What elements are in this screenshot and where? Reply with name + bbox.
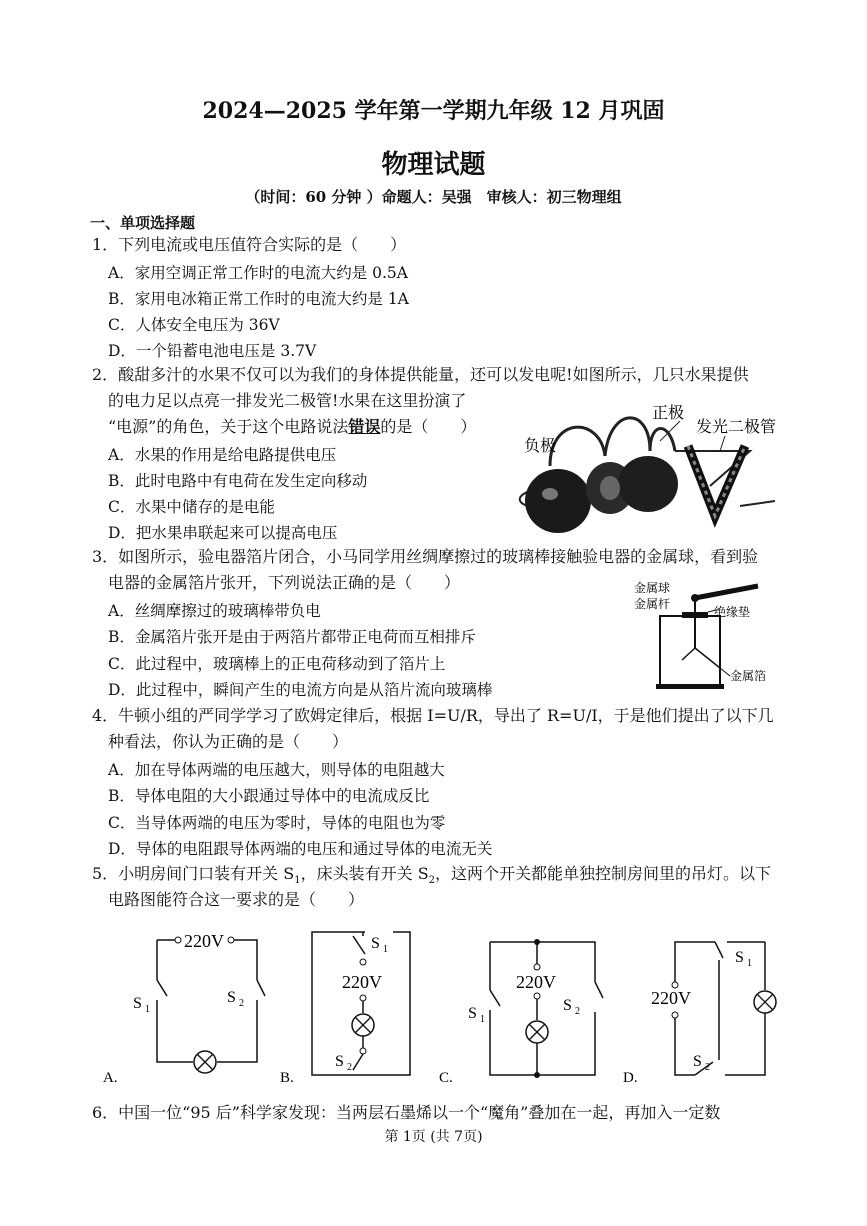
switch-label-a-1: 1 [145,1004,150,1015]
fruit-3 [618,456,678,512]
question-2-line-2: 的电力足以点亮一排发光二极管!水果在这里扮演了 [108,391,467,410]
question-2-option-a: A．水果的作用是给电路提供电压 [108,446,337,464]
switch-label-c-2: 2 [575,1006,580,1017]
question-4-line-1: 4．牛顿小组的严同学学习了欧姆定律后，根据 I=U/R，导出了 R=U/I，于是他们提出了以下几 [92,706,774,725]
switch-label-d-s2: S [693,1053,702,1070]
question-1-stem: 1．下列电流或电压值符合实际的是（ ） [92,235,407,254]
question-2-line-3-post: 的是（ ） [380,417,477,436]
option-label-b: B. [280,1070,294,1086]
s1-subscript: 1 [294,875,301,887]
positive-pole-label: 正极 [652,403,685,422]
switch-label-b-s1: S [371,935,380,952]
fruit-1 [525,469,591,533]
question-2-line-3-pre: “电源”的角色，关于这个电路说法 [108,417,349,436]
metal-foil-label: 金属箔 [730,669,767,683]
insulating-pad [682,612,708,618]
switch-label-d-2: 2 [705,1062,710,1073]
question-4-option-d: D．导体的电阻跟导体两端的电压和通过导体的电流无关 [108,840,493,858]
electroscope-jar [660,616,720,686]
switch-label-d-1: 1 [747,958,752,969]
exam-meta: （时间：60 分钟 ）命题人：吴强 审核人：初三物理组 [245,188,622,206]
voltage-label-a: 220V [184,931,224,951]
electroscope-figure [630,578,780,693]
question-1-option-a: A．家用空调正常工作时的电流大约是 0.5A [108,264,408,282]
negative-pole-label: 负极 [524,436,557,455]
switch-label-a-2: 2 [239,998,244,1009]
question-5-line-1 [92,863,771,892]
led-label: 发光二极管 [696,417,777,436]
question-6-line-1: 6．中国一位“95 后”科学家发现：当两层石墨烯以一个“魔角”叠加在一起，再加入一定数 [92,1103,721,1122]
switch-label-c-s1: S [468,1005,477,1022]
question-3-line-2: 电器的金属箔片张开，下列说法正确的是（ ） [108,573,461,592]
question-3-option-d: D．此过程中，瞬间产生的电流方向是从箔片流向玻璃棒 [108,681,493,699]
circuit-d [623,942,776,1086]
option-label-a: A. [103,1070,118,1086]
page-footer: 第 1页 (共 7页) [384,1129,483,1145]
option-label-d: D. [623,1070,638,1086]
circuit-diagrams [95,920,815,1090]
switch-label-b-s2: S [335,1053,344,1070]
question-3-option-a: A．丝绸摩擦过的玻璃棒带负电 [108,602,321,620]
switch-label-c-1: 1 [480,1014,485,1025]
question-3-option-c: C．此过程中，玻璃棒上的正电荷移动到了箔片上 [108,655,446,673]
question-2-line-3 [108,416,476,438]
subject-title: 物理试题 [381,150,486,180]
question-2-option-c: C．水果中储存的是电能 [108,498,275,516]
question-4-option-b: B．导体电阻的大小跟通过导体中的电流成反比 [108,787,430,805]
switch-label-a-s: S [133,995,142,1012]
question-4-line-2: 种看法，你认为正确的是（ ） [108,732,349,751]
switch-label-a-s2: S [227,989,236,1006]
glass-rod [695,586,758,598]
question-2-line-1: 2．酸甜多汁的水果不仅可以为我们的身体提供能量，还可以发电呢!如图所示，几只水果提供 [92,365,749,384]
circuit-b [280,932,410,1086]
section-heading: 一、单项选择题 [90,214,196,232]
option-label-c: C. [439,1070,453,1086]
question-4-option-a: A．加在导体两端的电压越大，则导体的电阻越大 [108,761,445,779]
question-4-option-c: C．当导体两端的电压为零时，导体的电阻也为零 [108,814,446,832]
switch-label-b-1: 1 [383,944,388,955]
question-5-text-a: 5．小明房间门口装有开关 S [92,864,295,883]
s2-subscript: 2 [428,875,436,887]
switch-label-d-s1: S [735,949,744,966]
question-5-text-b: ，床头装有开关 S [300,864,429,883]
question-1-option-b: B．家用电冰箱正常工作时的电流大约是 1A [108,290,409,308]
metal-rod-label: 金属杆 [634,597,671,611]
switch-label-b-2: 2 [347,1062,352,1073]
question-1-option-d: D．一个铅蓄电池电压是 3.7V [108,342,317,360]
voltage-label-d: 220V [651,988,691,1008]
voltage-label-b: 220V [342,972,382,992]
circuit-c [439,939,603,1086]
question-2-option-d: D．把水果串联起来可以提高电压 [108,524,338,542]
question-5-text-c: ，这两个开关都能单独控制房间里的吊灯。以下 [435,864,772,883]
question-2-emphasis: 错误 [348,417,381,436]
question-3-option-b: B．金属箔片张开是由于两箔片都带正电荷而互相排斥 [108,628,476,646]
voltage-label-c: 220V [516,972,556,992]
circuit-a [103,931,265,1086]
question-2-option-b: B．此时电路中有电荷在发生定向移动 [108,472,368,490]
metal-ball-label: 金属球 [634,581,671,595]
exam-title: 2024—2025 学年第一学期九年级 12 月巩固 [202,98,665,124]
insulating-pad-label: 绝缘垫 [714,605,751,619]
fruit-battery-figure [510,396,790,538]
question-1-option-c: C．人体安全电压为 36V [108,316,280,334]
question-5-line-2: 电路图能符合这一要求的是（ ） [108,890,365,909]
switch-label-c-s2: S [563,997,572,1014]
question-3-line-1: 3．如图所示，验电器箔片闭合，小马同学用丝绸摩擦过的玻璃棒接触验电器的金属球，看到验 [92,547,759,566]
